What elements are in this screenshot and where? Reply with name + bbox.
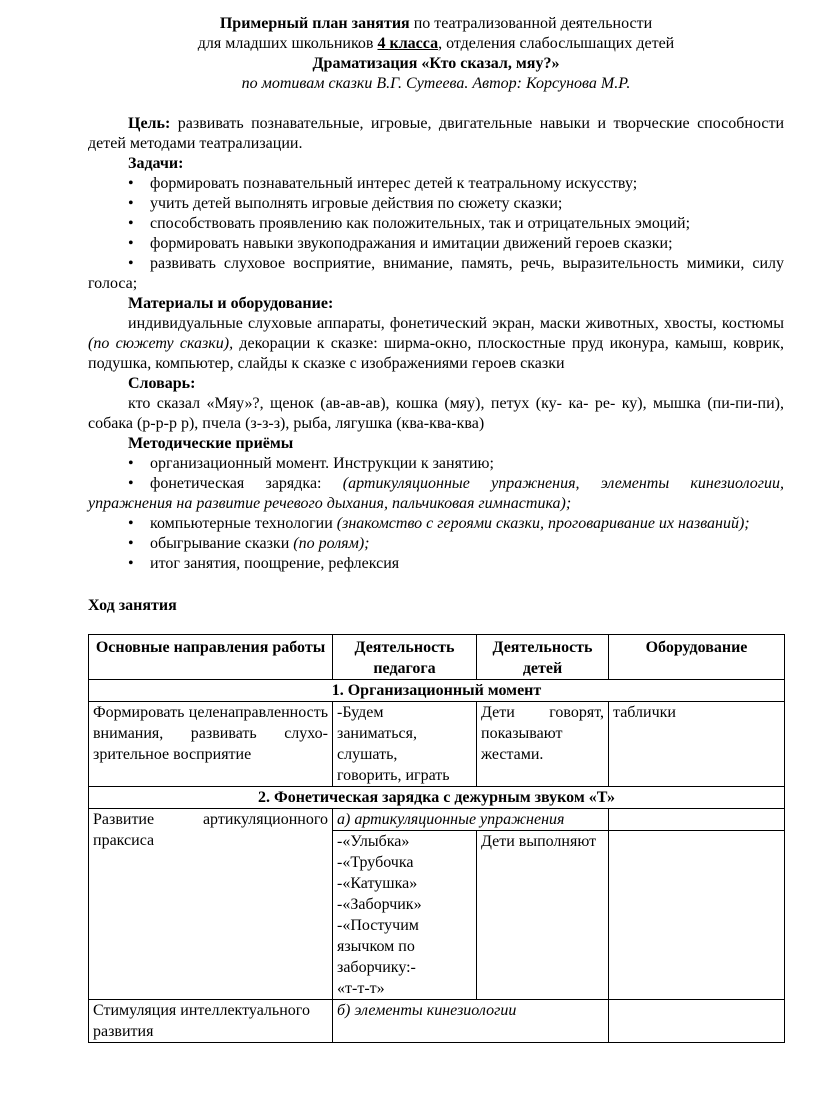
task-text: формировать познавательный интерес детей к театральному искусству; [150, 175, 638, 192]
task-item [88, 194, 784, 214]
methods-list [88, 454, 784, 574]
row1-teacher [333, 702, 477, 787]
document-page [88, 14, 784, 1043]
row3-teacher-head: б) элементы кинезиологии [333, 1000, 609, 1043]
vocab-text: кто сказал «Мяу»?, щенок (ав-ав-ав), кошка (мяу), петух (ку- ка- ре- ку), мышка (пи-пи-пи), собака (р-р-р р), пчела (з-з-з), рыба, лягушка (ква-ква-ква) [88, 395, 784, 432]
row2-children: Дети выполняют [477, 831, 609, 1000]
materials-text-italic: (по сюжету сказки), [88, 335, 234, 352]
bullet-icon: • [128, 175, 134, 192]
header-line-2 [88, 34, 784, 54]
teacher-line: -Будем [337, 704, 384, 721]
lesson-plan-table [88, 634, 785, 1043]
task-text: способствовать проявлению как положительных, так и отрицательных эмоций; [150, 215, 691, 232]
task-text: учить детей выполнять игровые действия по сюжету сказки; [150, 195, 563, 212]
table-row [89, 702, 785, 787]
task-item [88, 214, 784, 234]
teacher-line: «т-т-т» [337, 980, 385, 997]
table-header-row [89, 635, 785, 680]
header-line-1 [88, 14, 784, 34]
row1-children: Дети говорят, показывают жестами. [477, 702, 609, 787]
task-text: развивать слуховое восприятие, внимание, память, речь, выразительность мимики, силу голоса; [88, 255, 784, 292]
bullet-icon: • [128, 475, 134, 492]
row3-direction: Стимуляция интеллектуального развития [89, 1000, 333, 1043]
table-row [89, 809, 785, 831]
tasks-heading: Задачи: [128, 155, 184, 172]
row2-equipment-head [609, 809, 785, 831]
goal-paragraph [88, 114, 784, 154]
task-text: формировать навыки звукоподражания и имитации движений героев сказки; [150, 235, 673, 252]
bullet-icon: • [128, 215, 134, 232]
header-directions: Основные направления работы [89, 635, 333, 680]
bullet-icon: • [128, 235, 134, 252]
header-line-2-post: , отделения слабослышащих детей [438, 35, 675, 52]
method-text: организационный момент. Инструкции к занятию; [150, 455, 494, 472]
tasks-list [88, 174, 784, 294]
teacher-line: -«Катушка» [337, 875, 418, 892]
method-text: итог занятия, поощрение, рефлексия [150, 555, 400, 572]
task-item [88, 254, 784, 294]
teacher-line: язычком по [337, 938, 415, 955]
teacher-line: -«Заборчик» [337, 896, 422, 913]
row2-direction: Развитие артикуляционного праксиса [89, 809, 333, 1000]
header-grade: 4 класса [377, 35, 439, 52]
section-2-title: 2. Фонетическая зарядка с дежурным звуком «Т» [89, 787, 785, 809]
header-title-rest: по театрализованной деятельности [409, 15, 653, 32]
task-item [88, 174, 784, 194]
table-row [89, 1000, 785, 1043]
task-item [88, 234, 784, 254]
method-text: фонетическая зарядка: [150, 475, 343, 492]
bullet-icon: • [128, 515, 134, 532]
header-children: Деятельность детей [477, 635, 609, 680]
section-1-title: 1. Организационный момент [89, 680, 785, 702]
header-title: Примерный план занятия [219, 15, 410, 32]
materials-text-b: декорации к сказке: ширма-окно, плоскостные пруд иконура, камыш, коврик, подушка, компьютер, слайды к сказке с изображениями героев сказки [88, 335, 784, 372]
bullet-icon: • [128, 555, 134, 572]
vocab-heading: Словарь: [128, 375, 196, 392]
course-title: Ход занятия [88, 597, 177, 614]
row3-equipment [609, 1000, 785, 1043]
goal-label: Цель: [128, 115, 171, 132]
bullet-icon: • [128, 195, 134, 212]
row2-teacher [333, 831, 477, 1000]
method-italic: (артикуляционные упражнения, элементы кинезиологии, упражнения на развитие речевого дыхания, пальчиковая гимнастика); [88, 475, 784, 512]
method-item [88, 514, 784, 534]
table-section-row [89, 680, 785, 702]
bullet-icon: • [128, 535, 134, 552]
row1-equipment: таблички [609, 702, 785, 787]
method-item [88, 474, 784, 514]
materials-text-a: индивидуальные слуховые аппараты, фонетический экран, маски животных, хвосты, костюмы [128, 315, 784, 332]
header-dramatization: Драматизация «Кто сказал, мяу?» [312, 55, 560, 72]
header-line-2-pre: для младших школьников [197, 35, 378, 52]
row2-teacher-head: а) артикуляционные упражнения [333, 809, 609, 831]
teacher-line: заниматься, [337, 725, 417, 742]
method-text: компьютерные технологии [150, 515, 337, 532]
table-section-row [89, 787, 785, 809]
teacher-line: -«Постучим [337, 917, 419, 934]
teacher-line: заборчику:- [337, 959, 416, 976]
header-teacher: Деятельность педагога [333, 635, 477, 680]
materials-text [88, 314, 784, 374]
method-italic: (по ролям); [293, 535, 370, 552]
method-item [88, 554, 784, 574]
header-author: по мотивам сказки В.Г. Сутеева. Автор: Корсунова М.Р. [241, 75, 631, 92]
teacher-line: -«Улыбка» [337, 833, 410, 850]
row1-direction: Формировать целенаправленность внимания, развивать слухо-зрительное восприятие [89, 702, 333, 787]
teacher-line: слушать, [337, 746, 398, 763]
teacher-line: говорить, играть [337, 767, 450, 784]
method-text: обыгрывание сказки [150, 535, 294, 552]
materials-heading: Материалы и оборудование: [128, 295, 334, 312]
teacher-line: -«Трубочка [337, 854, 414, 871]
bullet-icon: • [128, 455, 134, 472]
method-item [88, 454, 784, 474]
bullet-icon: • [128, 255, 134, 272]
method-item [88, 534, 784, 554]
methods-heading: Методические приёмы [128, 435, 294, 452]
row2-equipment [609, 831, 785, 1000]
header-equipment: Оборудование [609, 635, 785, 680]
goal-text: развивать познавательные, игровые, двигательные навыки и творческие способности детей методами театрализации. [88, 115, 784, 152]
method-italic: (знакомство с героями сказки, проговаривание их названий); [336, 515, 750, 532]
